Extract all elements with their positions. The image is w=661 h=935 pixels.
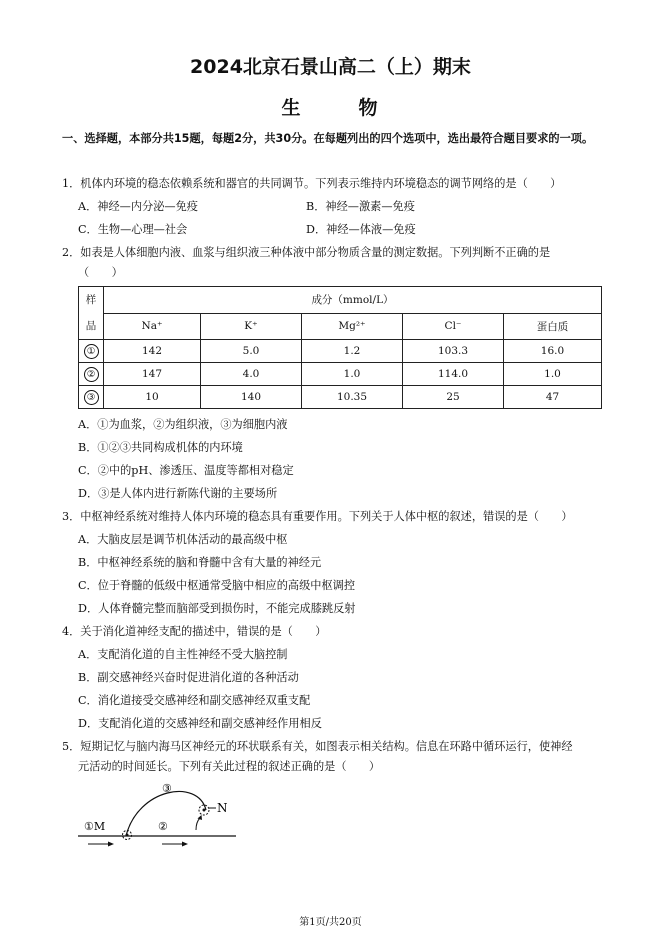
table-cell: 10.35: [302, 386, 403, 409]
question-2-stem-cont: （ ）: [78, 266, 123, 279]
synapse-m-dot: [126, 834, 129, 837]
q2-option-b: B．①②③共同构成机体的内环境: [78, 441, 243, 454]
question-2-stem: 2．如表是人体细胞内液、血浆与组织液三种体液中部分物质含量的测定数据。下列判断不正确的是: [62, 246, 551, 259]
synapse-n-dot: [203, 809, 206, 812]
table-cell: 142: [104, 340, 201, 363]
table-cell: 1.0: [302, 363, 403, 386]
table-cell: 1.2: [302, 340, 403, 363]
q3-option-b: B．中枢神经系统的脑和脊髓中含有大量的神经元: [78, 556, 322, 569]
q1-option-a: A．神经—内分泌—免疫: [78, 200, 198, 213]
q1-option-b: B．神经—激素—免疫: [306, 200, 415, 213]
table-row: [79, 363, 602, 386]
table-header-sample-line2: 品: [85, 320, 97, 332]
label-2: ②: [158, 820, 168, 833]
q1-option-c: C．生物—心理—社会: [78, 223, 188, 236]
arrow-right-icon: [88, 842, 114, 847]
subject-char-2: 物: [358, 97, 380, 119]
table-header-sample-line1: 样: [85, 294, 97, 306]
subject-title: [0, 93, 661, 120]
table-col-na: Na⁺: [104, 313, 201, 340]
neuron-loop-figure: [78, 778, 248, 858]
row-label: ③: [79, 386, 104, 409]
table-col-k: K⁺: [201, 313, 302, 340]
subject-char-1: 生: [281, 97, 303, 119]
q1-option-d: D．神经—体液—免疫: [306, 223, 416, 236]
q4-option-d: D．支配消化道的交感神经和副交感神经作用相反: [78, 717, 322, 730]
table-cell: 5.0: [201, 340, 302, 363]
label-n: N: [217, 801, 228, 815]
q4-option-a: A．支配消化道的自主性神经不受大脑控制: [78, 648, 288, 661]
table-cell: 114.0: [403, 363, 504, 386]
q4-option-b: B．副交感神经兴奋时促进消化道的各种活动: [78, 671, 299, 684]
question-1-stem: 1．机体内环境的稳态依赖系统和器官的共同调节。下列表示维持内环境稳态的调节网络的是（ ）: [62, 177, 562, 190]
arrow-up-icon: [196, 815, 202, 830]
table-cell: 25: [403, 386, 504, 409]
table-col-cl: Cl⁻: [403, 313, 504, 340]
table-cell: 140: [201, 386, 302, 409]
arrow-right-icon: [162, 842, 188, 847]
question-3-stem: 3．中枢神经系统对维持人体内环境的稳态具有重要作用。下列关于人体中枢的叙述，错误的是（ ）: [62, 510, 573, 523]
row-label: ①: [79, 340, 104, 363]
table-cell: 147: [104, 363, 201, 386]
label-3: ③: [162, 782, 172, 795]
table-cell: 47: [504, 386, 602, 409]
q2-option-d: D．③是人体内进行新陈代谢的主要场所: [78, 487, 278, 500]
section-instruction: 一、选择题，本部分共15题，每题2分，共30分。在每题列出的四个选项中，选出最符合题目要求的一项。: [62, 132, 594, 145]
table-cell: 1.0: [504, 363, 602, 386]
q3-option-a: A．大脑皮层是调节机体活动的最高级中枢: [78, 533, 288, 546]
table-header-sample: [79, 287, 104, 340]
exam-title: 2024北京石景山高二（上）期末: [190, 56, 471, 78]
label-1m: ①M: [84, 820, 106, 833]
question-4-stem: 4．关于消化道神经支配的描述中，错误的是（ ）: [62, 625, 327, 638]
question-5-stem-cont: 元活动的时间延长。下列有关此过程的叙述正确的是（ ）: [78, 760, 381, 773]
table-cell: 10: [104, 386, 201, 409]
row-label: ②: [79, 363, 104, 386]
question-5-stem: 5．短期记忆与脑内海马区神经元的环状联系有关，如图表示相关结构。信息在环路中循环运行，使神经: [62, 740, 573, 753]
q2-option-a: A．①为血浆，②为组织液，③为细胞内液: [78, 418, 288, 431]
fluid-composition-table: [78, 286, 602, 409]
table-cell: 4.0: [201, 363, 302, 386]
table-cell: 16.0: [504, 340, 602, 363]
table-cell: 103.3: [403, 340, 504, 363]
table-col-protein: 蛋白质: [504, 313, 602, 340]
table-row: [79, 340, 602, 363]
q3-option-c: C．位于脊髓的低级中枢通常受脑中相应的高级中枢调控: [78, 579, 356, 592]
q3-option-d: D．人体脊髓完整而脑部受到损伤时，不能完成膝跳反射: [78, 602, 356, 615]
q4-option-c: C．消化道接受交感神经和副交感神经双重支配: [78, 694, 311, 707]
page-number: 第1页/共20页: [299, 917, 362, 928]
table-row: [79, 386, 602, 409]
table-header-composition: 成分（mmol/L）: [104, 287, 602, 314]
q2-option-c: C．②中的pH、渗透压、温度等都相对稳定: [78, 464, 294, 477]
table-col-mg: Mg²⁺: [302, 313, 403, 340]
